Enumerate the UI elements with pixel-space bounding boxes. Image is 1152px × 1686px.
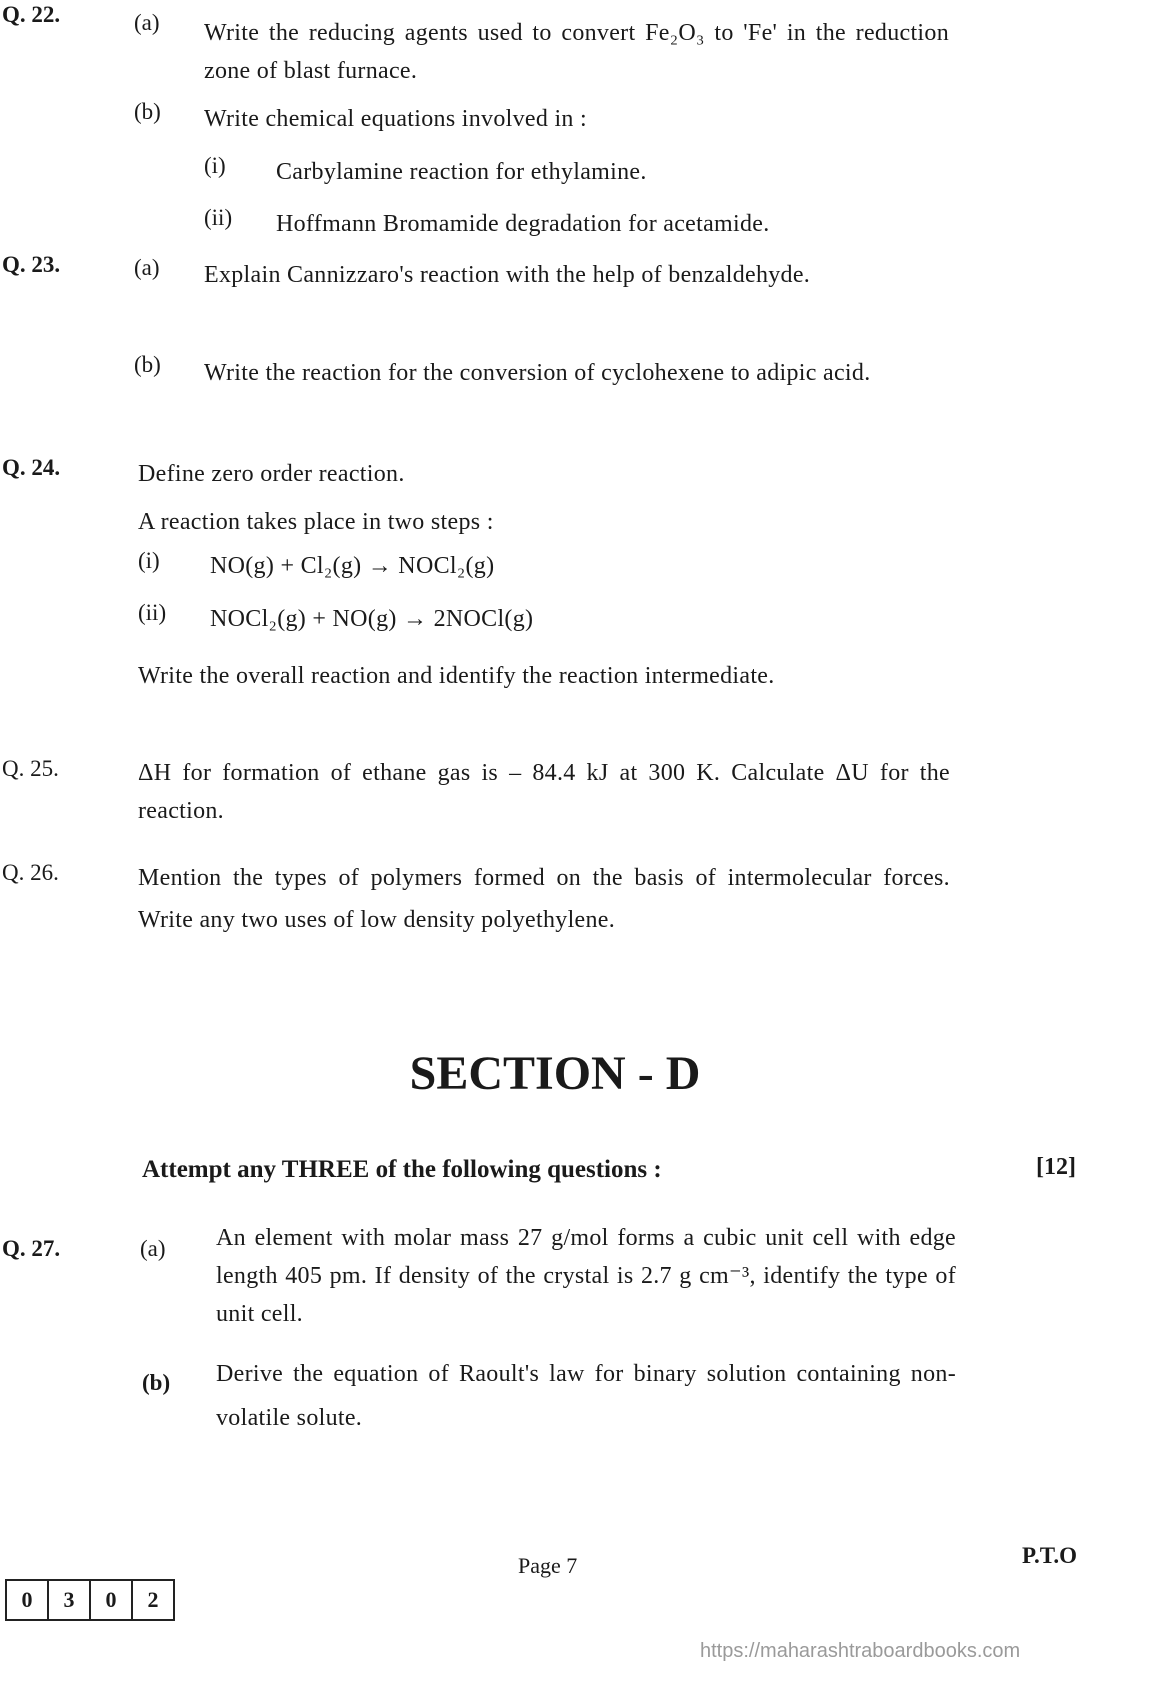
subpart-label: (b): [134, 99, 161, 124]
equation: NOCl₂(g) + NO(g) → 2NOCl(g): [210, 606, 534, 632]
question-text: An element with molar mass 27 g/mol forms a cubic unit cell with edge length 405 pm. If density of the crystal is 2.7 g cm⁻³, identify the type of unit cell.: [216, 1225, 956, 1327]
code-digit: 2: [147, 1587, 159, 1612]
instruction: Attempt any THREE of the following questions :: [142, 1156, 662, 1183]
marks: [12]: [1036, 1154, 1076, 1180]
question-text: Write chemical equations involved in :: [204, 106, 587, 132]
question-text: Write the overall reaction and identify the reaction intermediate.: [138, 663, 775, 689]
question-number: Q. 23.: [2, 252, 61, 277]
question-text: ΔH for formation of ethane gas is – 84.4 kJ at 300 K. Calculate ΔU for the reaction.: [138, 760, 950, 824]
question-number: Q. 25.: [2, 756, 59, 781]
question-text: Mention the types of polymers formed on the basis of intermolecular forces. Write any two uses of low density polyethylene.: [138, 865, 950, 933]
question-text: Carbylamine reaction for ethylamine.: [276, 159, 647, 185]
question-text: Explain Cannizzaro's reaction with the help of benzaldehyde.: [204, 262, 811, 288]
equation: NO(g) + Cl₂(g) → NOCl₂(g): [210, 553, 495, 579]
question-text: A reaction takes place in two steps :: [138, 509, 494, 535]
question-text: Write the reducing agents used to convert Fe₂O₃ to 'Fe' in the reduction zone of blast furnace.: [204, 20, 949, 84]
subpart-label: (a): [140, 1236, 166, 1261]
subpart-label: (ii): [204, 205, 233, 230]
question-text: Define zero order reaction.: [138, 461, 405, 487]
paper-code: [5, 1579, 175, 1621]
watermark: https://maharashtraboardbooks.com: [700, 1640, 1021, 1662]
subpart-label: (ii): [138, 600, 167, 625]
subpart-label: (i): [138, 548, 160, 573]
subpart-label: (b): [142, 1370, 171, 1395]
subpart-label: (i): [204, 153, 226, 178]
question-number: Q. 27.: [2, 1236, 61, 1261]
code-digit: 0: [7, 1581, 49, 1619]
code-digit: 0: [91, 1581, 133, 1619]
question-text: Derive the equation of Raoult's law for binary solution containing non-volatile solute.: [216, 1361, 956, 1431]
question-number: Q. 24.: [2, 455, 61, 480]
pto: P.T.O: [1022, 1543, 1077, 1568]
section-heading: SECTION - D: [409, 1047, 701, 1100]
question-number: Q. 22.: [2, 2, 61, 27]
subpart-label: (a): [134, 255, 160, 280]
subpart-label: (b): [134, 352, 161, 377]
question-text: Write the reaction for the conversion of cyclohexene to adipic acid.: [204, 360, 871, 386]
question-number: Q. 26.: [2, 860, 59, 885]
page-number: Page 7: [518, 1553, 578, 1578]
question-text: Hoffmann Bromamide degradation for acetamide.: [276, 211, 770, 237]
code-digit: 3: [49, 1581, 91, 1619]
subpart-label: (a): [134, 10, 160, 35]
